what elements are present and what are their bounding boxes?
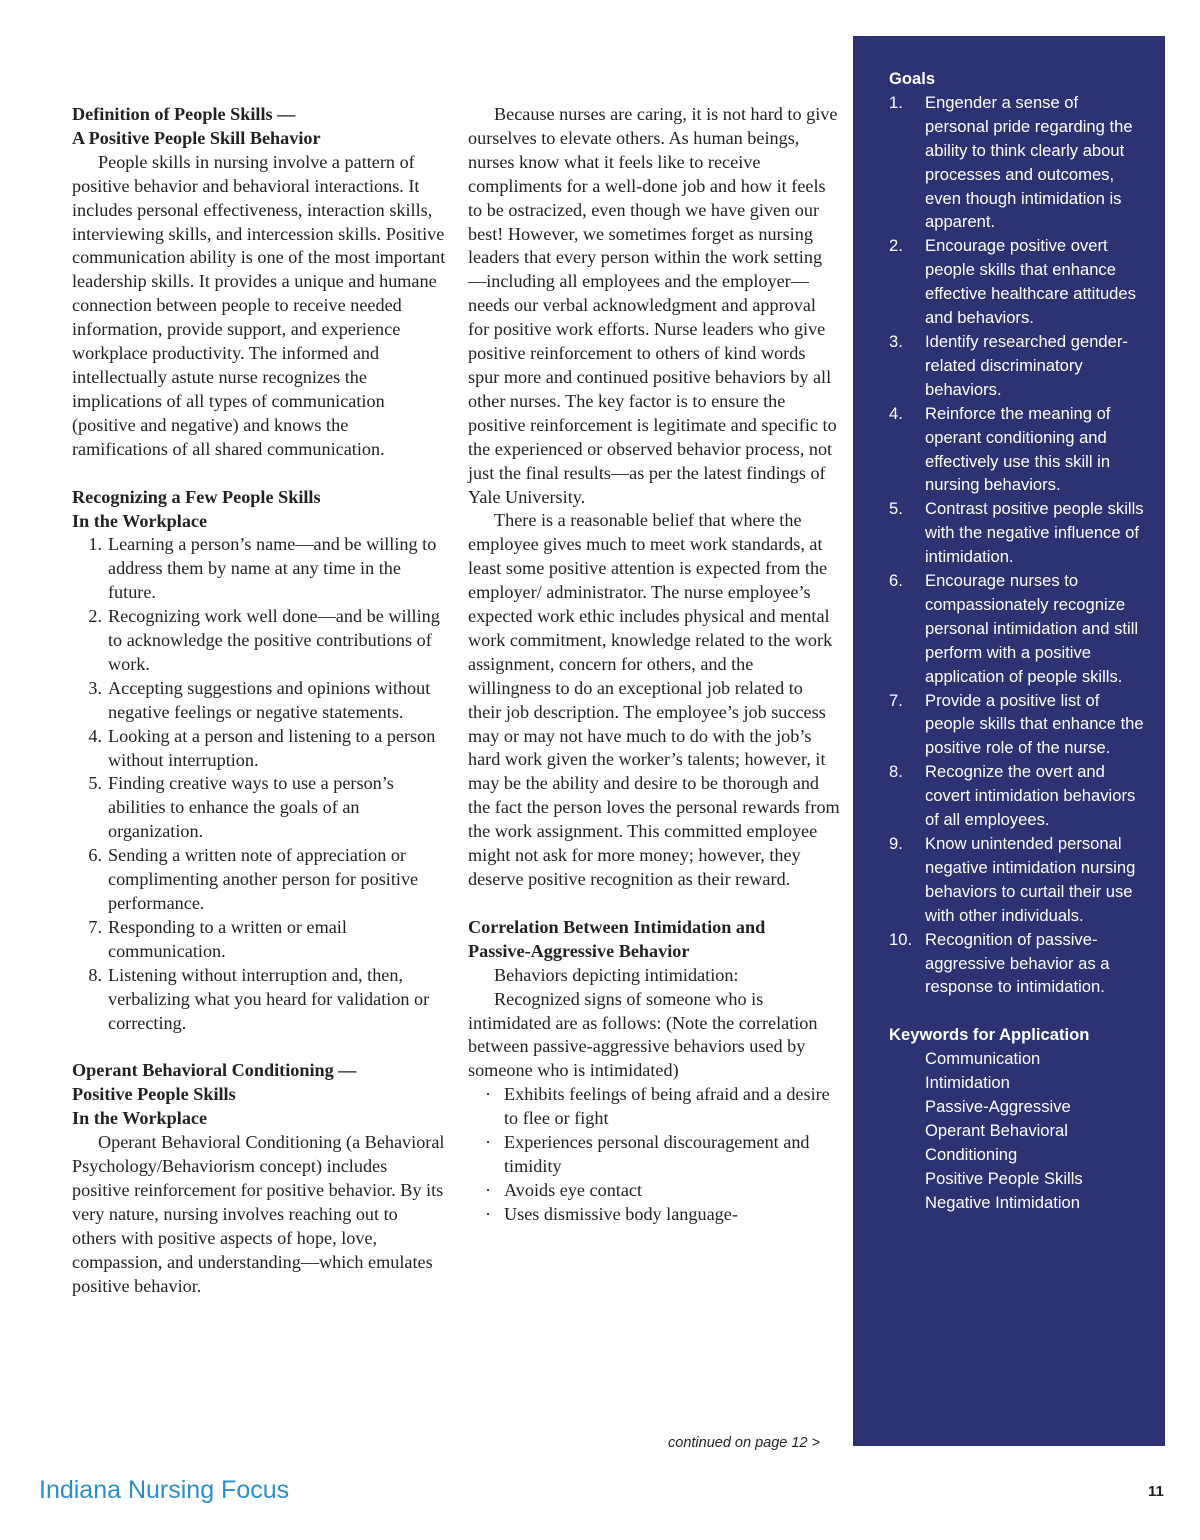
goal-item: 5. Contrast positive people skills with the negative influence of intimidation. xyxy=(889,499,1144,567)
goal-item: 4. Reinforce the meaning of operant conditioning and effectively use this skill in nursing behaviors. xyxy=(889,403,1111,495)
publication-title: Indiana Nursing Focus xyxy=(39,1476,290,1504)
middle-column xyxy=(468,103,840,1227)
keyword-item: Positive People Skills xyxy=(925,1168,1083,1188)
list-item: 2. Recognizing work well done—and be willing to acknowledge the positive contributions of work. xyxy=(88,606,440,674)
goal-item: 3. Identify researched gender-related discriminatory behaviors. xyxy=(889,331,1128,399)
list-item: 6. Sending a written note of appreciation or complimenting another person for positive performance. xyxy=(88,845,419,913)
definition-paragraph: People skills in nursing involve a pattern of positive behavior and behavioral interactions. It includes personal effectiveness, interaction skills, interviewing skills, and intercession skills. Positive communication ability is one of the most important leadership skills. It provides a unique and humane connection between people to receive needed information, provide support, and experience workplace productivity. The informed and intellectually astute nurse recognizes the implications of all types of communication (positive and negative) and knows the ramifications of all shared communication. xyxy=(72,151,446,459)
goal-item: 6. Encourage nurses to compassionately recognize personal intimidation and still perform with a positive application of people skills. xyxy=(889,571,1139,686)
goal-item: 7. Provide a positive list of people skills that enhance the positive role of the nurse. xyxy=(889,690,1144,758)
keyword-item: Negative Intimidation xyxy=(925,1192,1080,1212)
goal-item: 10. Recognition of passive-aggressive behavior as a response to intimidation. xyxy=(889,929,1110,997)
keyword-item: Communication xyxy=(925,1049,1041,1069)
caring-paragraph: Because nurses are caring, it is not hard to give ourselves to elevate others. As human beings, nurses know what it feels like to receive compliments for a well-done job and how it feels to be ostracized, even though we have given our best! However, we sometimes forget as nursing leaders that every person within the work setting—including all employees and the employer—needs our verbal acknowledgment and approval for positive work efforts. Nurse leaders who give positive reinforcement to others of kind words spur more and continued positive behaviors by all other nurses. The key factor is to ensure the positive reinforcement is legitimate and specific to the experienced or observed behavior process, not just the final results—as per the latest findings of Yale University. xyxy=(468,104,838,507)
intimidation-signs-list xyxy=(468,1083,840,1226)
list-item: · Avoids eye contact xyxy=(485,1179,643,1200)
list-item: · Uses dismissive body language- xyxy=(485,1203,738,1224)
goals-list xyxy=(889,91,1145,999)
list-item: 8. Listening without interruption and, then, verbalizing what you heard for validation or correcting. xyxy=(88,964,430,1033)
goals-heading: Goals xyxy=(889,69,936,88)
list-item: 4. Looking at a person and listening to a person without interruption. xyxy=(88,725,436,770)
keywords-heading: Keywords for Application xyxy=(889,1025,1090,1045)
list-item: 1. Learning a person’s name—and be willing to address them by name at any time in the future. xyxy=(88,534,437,603)
keywords-list xyxy=(889,1047,1145,1214)
goal-item: 8. Recognize the overt and covert intimidation behaviors of all employees. xyxy=(889,762,1136,830)
correlation-heading: Correlation Between Intimidation and Passive-Aggressive Behavior xyxy=(468,916,766,961)
goal-item: 1. Engender a sense of personal pride regarding the ability to think clearly about processes and outcomes, even though intimidation is apparent. xyxy=(889,92,1133,232)
goals-sidebar xyxy=(853,36,1165,1446)
operant-heading: Operant Behavioral Conditioning — Positive People Skills In the Workplace xyxy=(72,1060,357,1129)
keyword-item: Intimidation xyxy=(925,1073,1010,1093)
page-number: 11 xyxy=(1148,1483,1164,1500)
recognizing-list xyxy=(72,533,446,1035)
keyword-item: Passive-Aggressive xyxy=(925,1097,1071,1117)
keyword-item: Operant Behavioral Conditioning xyxy=(925,1120,1068,1164)
behaviors-paragraph: Behaviors depicting intimidation: xyxy=(494,964,739,985)
goal-item: 9. Know unintended personal negative intimidation nursing behaviors to curtail their use with other individuals. xyxy=(889,834,1136,925)
goal-item: 2. Encourage positive overt people skills that enhance effective healthcare attitudes and behaviors. xyxy=(889,236,1136,328)
signs-paragraph: Recognized signs of someone who is intimidated are as follows: (Note the correlation between passive-aggressive behaviors used by someone who is intimidated) xyxy=(468,988,818,1081)
continued-link[interactable]: continued on page 12 > xyxy=(668,1435,820,1451)
list-item: · Experiences personal discouragement and timidity xyxy=(485,1132,810,1176)
left-column xyxy=(72,103,446,1299)
list-item: 3. Accepting suggestions and opinions without negative feelings or negative statements. xyxy=(88,677,431,722)
operant-paragraph: Operant Behavioral Conditioning (a Behavioral Psychology/Behaviorism concept) includes positive reinforcement for positive behavior. By its very nature, nursing involves reaching out to others with positive aspects of hope, love, compassion, and understanding—which emulates positive behavior. xyxy=(72,1132,445,1296)
list-item: 7. Responding to a written or email communication. xyxy=(88,916,347,961)
list-item: 5. Finding creative ways to use a person’s abilities to enhance the goals of an organization. xyxy=(88,773,394,842)
list-item: · Exhibits feelings of being afraid and a desire to flee or fight xyxy=(485,1084,830,1129)
recognizing-heading: Recognizing a Few People Skills In the Workplace xyxy=(72,486,321,531)
definition-heading: Definition of People Skills — A Positive People Skill Behavior xyxy=(72,104,321,148)
belief-paragraph: There is a reasonable belief that where the employee gives much to meet work standards, at least some positive attention is expected from the employer/ administrator. The nurse employee’s expected work ethic includes physical and mental work commitment, knowledge related to the work assignment, concern for others, and the willingness to do an exceptional job related to their job description. The employee’s job success may or may not have much to do with the job’s hard work given the worker’s talents; however, it may be the ability and desire to be thorough and the fact the person loves the personal rewards from the work assignment. This committed employee might not ask for more money; however, they deserve positive recognition as their reward. xyxy=(468,510,840,889)
